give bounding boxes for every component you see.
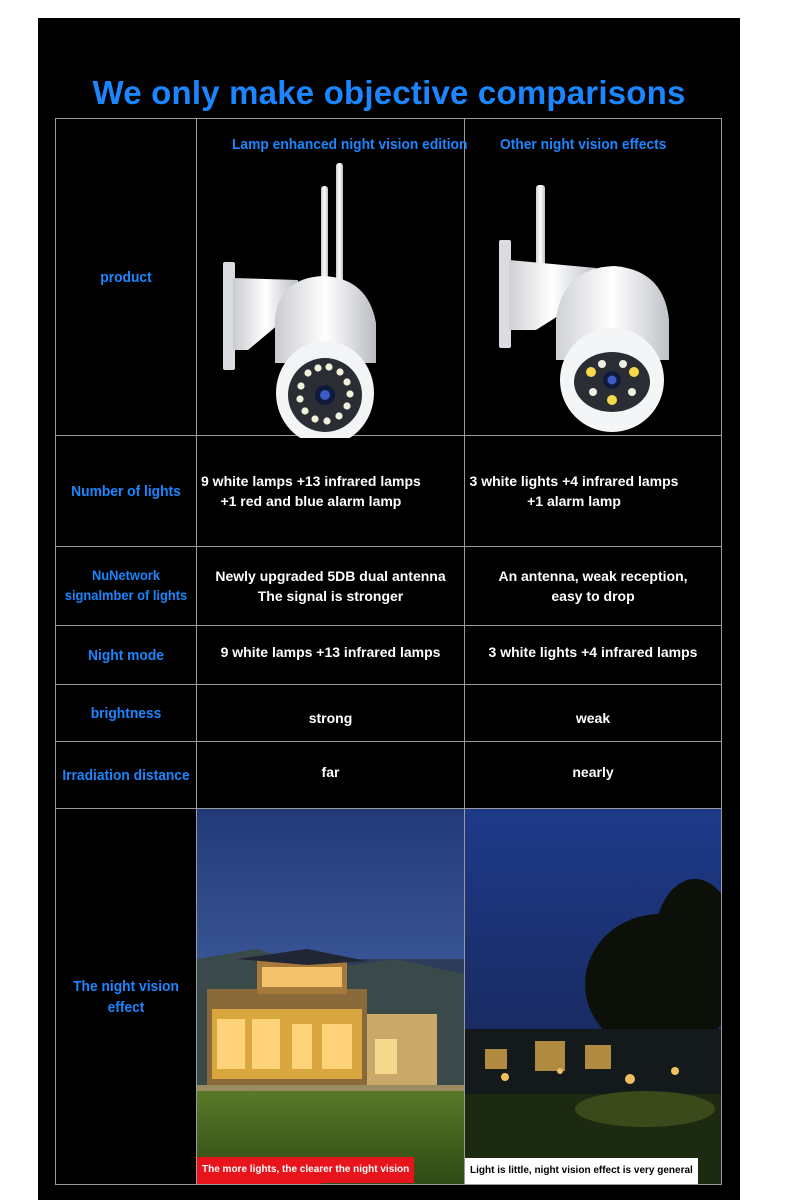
- comparison-board: [38, 18, 740, 1200]
- camera-image-ours: [218, 158, 383, 438]
- cell-signal-other: An antenna, weak reception, easy to drop: [498, 567, 688, 604]
- cell-signal-ours: Newly upgraded 5DB dual antenna The signal is stronger: [215, 567, 446, 604]
- cell-lights-ours: 9 white lamps +13 infrared lamps +1 red and blue alarm lamp: [201, 472, 421, 509]
- table-border-right: [721, 118, 722, 1185]
- cell-distance-ours: far: [321, 764, 340, 780]
- table-border-bottom: [55, 1184, 722, 1185]
- row-label-number-of-lights: Number of lights: [71, 482, 181, 500]
- cell-brightness-ours: strong: [308, 709, 353, 726]
- cell-brightness-other: weak: [575, 709, 611, 726]
- night-photo-other: [465, 809, 721, 1184]
- column-header-ours: Lamp enhanced night vision edition: [232, 136, 468, 153]
- caption-other: Light is little, night vision effect is very general: [465, 1158, 698, 1184]
- caption-ours: The more lights, the clearer the night vision: [197, 1157, 414, 1183]
- night-photo-ours: [197, 809, 464, 1184]
- cell-lights-other: 3 white lights +4 infrared lamps +1 alarm lamp: [469, 472, 679, 509]
- row-label-product: product: [100, 268, 152, 286]
- row-label-network-signal: NuNetwork signalmber of lights: [64, 567, 188, 603]
- cell-distance-other: nearly: [572, 764, 614, 780]
- page-title: We only make objective comparisons: [92, 74, 686, 111]
- row-label-night-vision-effect: The night vision effect: [73, 977, 179, 1016]
- camera-image-other: [496, 180, 676, 435]
- cell-night-mode-ours: 9 white lamps +13 infrared lamps: [220, 643, 441, 660]
- column-header-other: Other night vision effects: [500, 136, 667, 153]
- row-label-brightness: brightness: [90, 704, 162, 722]
- row-label-night-mode: Night mode: [88, 646, 164, 664]
- cell-night-mode-other: 3 white lights +4 infrared lamps: [488, 643, 698, 660]
- row-label-irradiation-distance: Irradiation distance: [62, 766, 190, 784]
- table-border-left: [55, 118, 56, 1185]
